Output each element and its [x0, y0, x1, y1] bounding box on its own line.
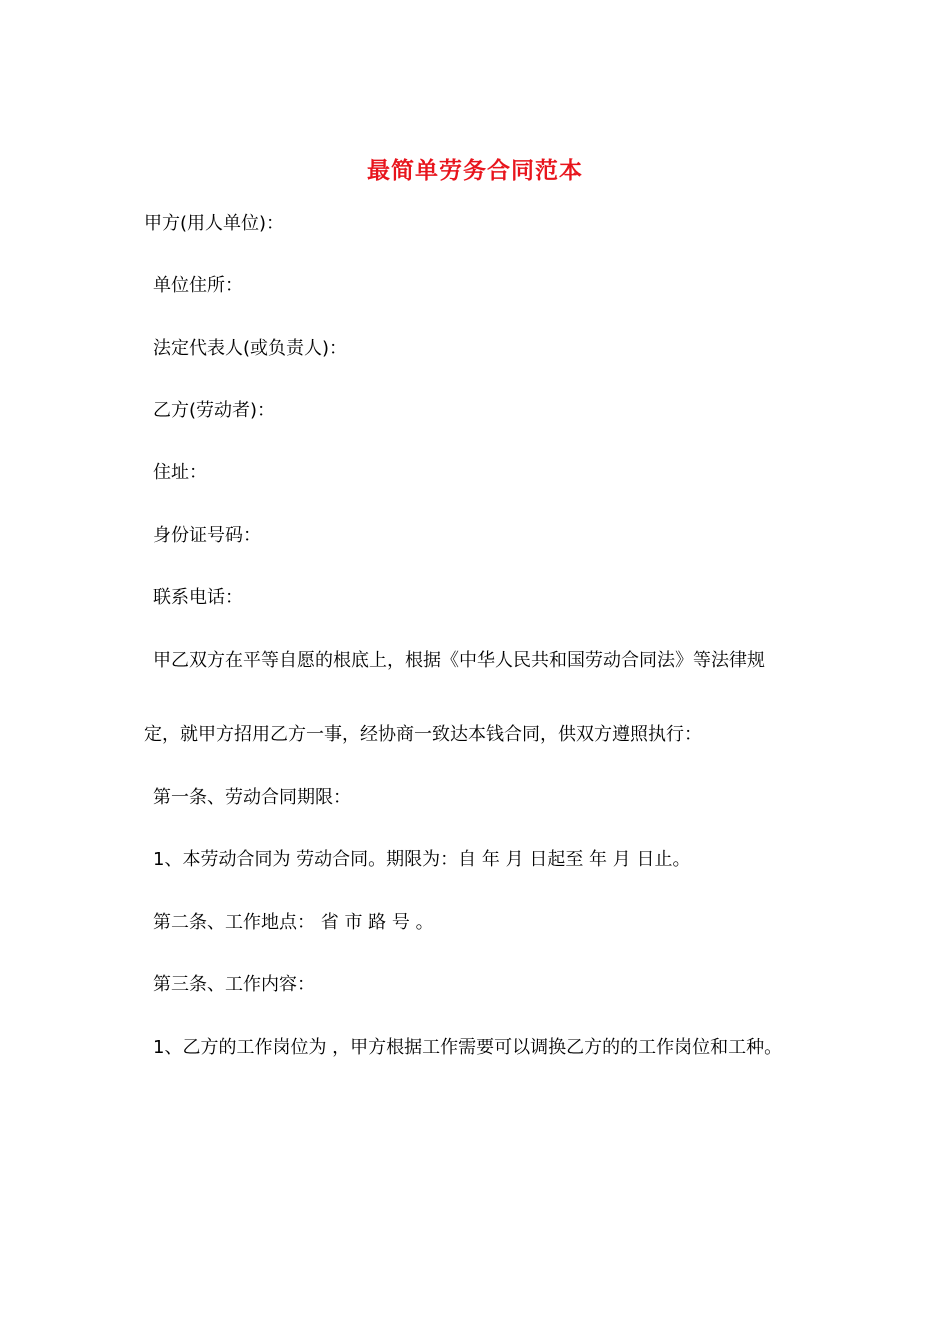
article-3-item-1: 1、乙方的工作岗位为 ，甲方根据工作需要可以调换乙方的的工作岗位和工种。: [153, 1037, 783, 1058]
article-3-heading: 第三条、工作内容：: [153, 974, 315, 995]
document-title: 最简单劳务合同范本: [367, 157, 583, 184]
preamble-line-2: 定，就甲方招用乙方一事，经协商一致达本钱合同，供双方遵照执行：: [144, 724, 702, 745]
id-number-line: 身份证号码：: [153, 525, 261, 546]
address-line: 住址：: [153, 462, 207, 483]
legal-representative-line: 法定代表人(或负责人)：: [153, 338, 348, 359]
phone-line: 联系电话：: [153, 587, 243, 608]
unit-address-line: 单位住所：: [153, 275, 243, 296]
party-b-line: 乙方(劳动者)：: [153, 400, 276, 421]
article-2-line: 第二条、工作地点： 省 市 路 号 。: [153, 912, 434, 933]
article-1-item-1: 1、本劳动合同为 劳动合同。期限为：自 年 月 日起至 年 月 日止。: [153, 849, 691, 870]
article-1-heading: 第一条、劳动合同期限：: [153, 787, 351, 808]
preamble-line-1: 甲乙双方在平等自愿的根底上，根据《中华人民共和国劳动合同法》等法律规: [153, 650, 765, 671]
party-a-line: 甲方(用人单位)：: [144, 213, 285, 234]
